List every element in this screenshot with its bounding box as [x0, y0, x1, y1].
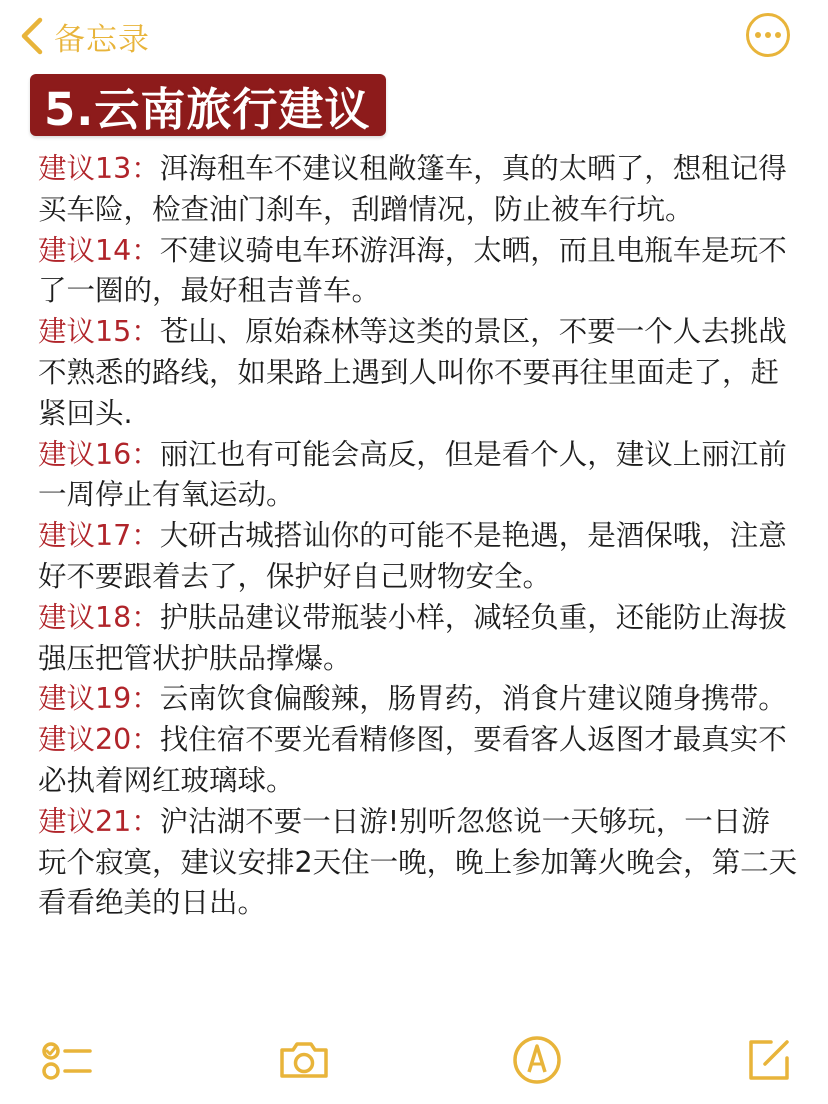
tip-text: 沪沽湖不要一日游!别听忽悠说一天够玩，一日游玩个寂寞，建议安排2天住一晚，晚上参加篝火晚会，第二天看看绝美的日出。 — [38, 804, 798, 920]
tip-text: 不建议骑电车环游洱海，太晒，而且电瓶车是玩不了一圈的，最好租吉普车。 — [38, 233, 787, 308]
ellipsis-dot — [775, 32, 781, 38]
ellipsis-dot — [755, 32, 761, 38]
tip-item — [38, 149, 798, 231]
pen-markup-icon — [509, 1032, 565, 1088]
markup-button[interactable] — [509, 1032, 565, 1088]
note-body[interactable] — [38, 149, 798, 924]
tip-label: 建议15： — [38, 315, 160, 349]
tip-text: 丽江也有可能会高反，但是看个人，建议上丽江前一周停止有氧运动。 — [38, 437, 787, 512]
compose-icon — [741, 1032, 797, 1088]
tip-label: 建议18： — [38, 600, 160, 634]
tip-label: 建议17： — [38, 519, 160, 553]
checklist-icon — [38, 1032, 94, 1088]
tip-item — [38, 598, 798, 680]
tip-label: 建议20： — [38, 723, 160, 757]
tip-item — [38, 802, 798, 924]
tip-item — [38, 720, 798, 802]
checklist-button[interactable] — [38, 1032, 94, 1088]
note-title-banner — [30, 74, 386, 136]
tip-label: 建议19： — [38, 682, 160, 716]
tip-label: 建议21： — [38, 804, 160, 838]
tip-text: 洱海租车不建议租敞篷车，真的太晒了，想租记得买车险，检查油门刹车，刮蹭情况，防止被车行坑。 — [38, 152, 787, 226]
back-button[interactable] — [18, 12, 150, 60]
more-options-button[interactable] — [746, 13, 790, 57]
tip-label: 建议14： — [38, 233, 160, 267]
tip-text: 护肤品建议带瓶装小样，减轻负重，还能防止海拔强压把管状护肤品撑爆。 — [38, 600, 787, 675]
note-title: 5.云南旅行建议 — [44, 82, 371, 136]
tip-text: 找住宿不要光看精修图，要看客人返图才最真实不必执着网红玻璃球。 — [38, 723, 787, 797]
bottom-toolbar — [0, 1020, 828, 1104]
back-label: 备忘录 — [54, 21, 150, 58]
navigation-bar — [0, 0, 828, 72]
compose-button[interactable] — [741, 1032, 797, 1088]
camera-icon — [276, 1032, 332, 1088]
camera-button[interactable] — [276, 1032, 332, 1088]
tip-item — [38, 231, 798, 313]
tip-item — [38, 312, 798, 434]
tip-item — [38, 679, 798, 720]
tip-item — [38, 435, 798, 517]
tip-text: 苍山、原始森林等这类的景区，不要一个人去挑战不熟悉的路线，如果路上遇到人叫你不要再往里面走了，赶紧回头. — [38, 315, 787, 430]
tip-label: 建议16： — [38, 437, 160, 471]
tip-item — [38, 516, 798, 598]
ellipsis-dot — [765, 32, 771, 38]
tip-text: 大研古城搭讪你的可能不是艳遇，是酒保哦，注意好不要跟着去了，保护好自己财物安全。 — [38, 519, 787, 593]
tip-label: 建议13： — [38, 152, 160, 185]
tip-text: 云南饮食偏酸辣，肠胃药，消食片建议随身携带。 — [159, 682, 787, 716]
chevron-left-icon — [18, 16, 46, 56]
